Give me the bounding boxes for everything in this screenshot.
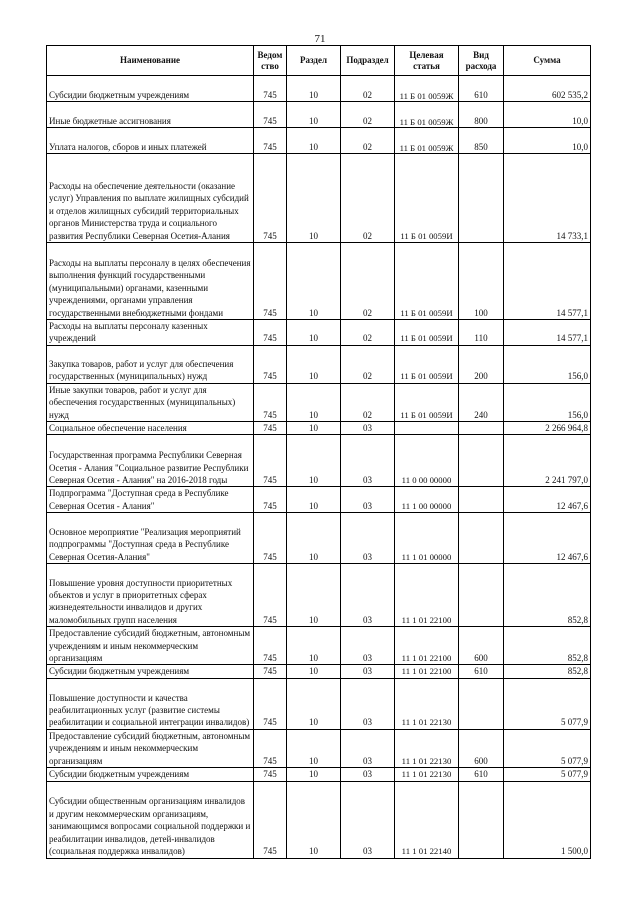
row-subsection: 03 [341,513,395,564]
row-subsection: 02 [341,345,395,383]
row-subsection: 03 [341,564,395,627]
row-dept: 745 [254,422,287,435]
row-section: 10 [287,76,341,102]
row-target: 11 0 00 00000 [395,435,459,487]
row-dept: 745 [254,665,287,678]
row-type: 600 [459,627,504,665]
row-type: 100 [459,243,504,320]
row-target: 11 1 01 00000 [395,513,459,564]
row-sum: 5 077,9 [504,678,591,729]
row-sum: 10,0 [504,102,591,128]
table-row [47,154,591,243]
row-type: 610 [459,76,504,102]
header-row [47,46,591,76]
page-number: 71 [314,33,326,45]
table-row [47,243,591,320]
row-name: Подпрограмма "Доступная среда в Республике Северная Осетия - Алания" [47,487,254,513]
row-target: 11 Б 01 0059И [395,383,459,421]
row-name: Субсидии бюджетным учреждениям [47,768,254,781]
row-type [459,781,504,858]
row-dept: 745 [254,513,287,564]
row-subsection: 03 [341,768,395,781]
row-sum: 14 577,1 [504,243,591,320]
row-name: Повышение уровня доступности приоритетных объектов и услуг в приоритетных сферах жизнедеятельности инвалидов и других маломобильных групп населения [47,564,254,627]
row-section: 10 [287,678,341,729]
row-type [459,564,504,627]
row-dept: 745 [254,564,287,627]
row-type: 200 [459,345,504,383]
row-subsection: 02 [341,320,395,346]
row-target: 11 1 01 22100 [395,665,459,678]
row-target: 11 Б 01 0059И [395,243,459,320]
row-dept: 745 [254,768,287,781]
table-row [47,665,591,678]
row-section: 10 [287,768,341,781]
row-section: 10 [287,154,341,243]
row-name: Расходы на выплаты персоналу в целях обеспечения выполнения функций государственными (муниципальными) органами, казенными учреждениями, органами управления государственными внебюджетными фондами [47,243,254,320]
row-section: 10 [287,243,341,320]
row-name: Расходы на обеспечение деятельности (оказание услуг) Управления по выплате жилищных субсидий и отделов жилищных субсидий территориальных органов Министерства труда и социального развития Республики Северная Осетия-Алания [47,154,254,243]
row-target: 11 1 01 22130 [395,678,459,729]
row-section: 10 [287,320,341,346]
row-dept: 745 [254,487,287,513]
table-row [47,564,591,627]
table-row [47,781,591,858]
row-name: Государственная программа Республики Северная Осетия - Алания "Социальное развитие Республики Северная Осетия - Алания" на 2016-2018 годы [47,435,254,487]
row-type: 240 [459,383,504,421]
row-type [459,513,504,564]
row-section: 10 [287,383,341,421]
row-section: 10 [287,487,341,513]
row-target: 11 Б 01 0059И [395,320,459,346]
row-sum: 2 241 797,0 [504,435,591,487]
table-row [47,320,591,346]
row-target: 11 Б 01 0059Ж [395,76,459,102]
row-name: Основное мероприятие "Реализация мероприятий подпрограммы "Доступная среда в Республике Северная Осетия-Алания" [47,513,254,564]
row-subsection: 03 [341,627,395,665]
row-dept: 745 [254,102,287,128]
row-dept: 745 [254,781,287,858]
table-row [47,627,591,665]
row-sum: 602 535,2 [504,76,591,102]
row-name: Предоставление субсидий бюджетным, автономным учреждениям и иным некоммерческим организациям [47,627,254,665]
row-dept: 745 [254,154,287,243]
row-target: 11 1 01 22130 [395,729,459,767]
row-dept: 745 [254,76,287,102]
row-dept: 745 [254,128,287,154]
table-row [47,345,591,383]
table-row [47,678,591,729]
row-subsection: 03 [341,729,395,767]
header-name: Наименование [47,46,254,76]
row-subsection: 02 [341,128,395,154]
row-subsection: 02 [341,243,395,320]
row-sum: 852,8 [504,627,591,665]
row-type: 110 [459,320,504,346]
row-name: Иные закупки товаров, работ и услуг для обеспечения государственных (муниципальных) нужд [47,383,254,421]
row-target: 11 1 01 22130 [395,768,459,781]
row-target: 11 Б 01 0059И [395,345,459,383]
budget-table [46,45,591,859]
row-section: 10 [287,729,341,767]
table-row [47,102,591,128]
row-subsection: 02 [341,154,395,243]
row-subsection: 03 [341,422,395,435]
row-sum: 156,0 [504,383,591,421]
row-sum: 156,0 [504,345,591,383]
header-sum: Сумма [504,46,591,76]
row-target: 11 Б 01 0059И [395,154,459,243]
row-name: Субсидии бюджетным учреждениям [47,665,254,678]
row-subsection: 03 [341,678,395,729]
row-type: 610 [459,768,504,781]
row-dept: 745 [254,627,287,665]
row-dept: 745 [254,383,287,421]
table-row [47,729,591,767]
row-dept: 745 [254,678,287,729]
row-target [395,422,459,435]
table-row [47,422,591,435]
row-name: Иные бюджетные ассигнования [47,102,254,128]
table-row [47,128,591,154]
row-name: Закупка товаров, работ и услуг для обеспечения государственных (муниципальных) нужд [47,345,254,383]
row-sum: 12 467,6 [504,487,591,513]
row-target: 11 Б 01 0059Ж [395,128,459,154]
row-sum: 14 577,1 [504,320,591,346]
row-dept: 745 [254,320,287,346]
row-section: 10 [287,102,341,128]
row-section: 10 [287,128,341,154]
table-row [47,76,591,102]
row-type: 610 [459,665,504,678]
row-name: Субсидии бюджетным учреждениям [47,76,254,102]
header-target: Целевая статья [395,46,459,76]
row-type [459,435,504,487]
header-type: Вид расхода [459,46,504,76]
row-sum: 5 077,9 [504,768,591,781]
row-dept: 745 [254,729,287,767]
row-subsection: 03 [341,435,395,487]
row-subsection: 03 [341,665,395,678]
row-section: 10 [287,627,341,665]
header-dept: Ведом ство [254,46,287,76]
row-section: 10 [287,345,341,383]
row-name: Повышение доступности и качества реабилитационных услуг (развитие системы реабилитации и социальной интеграции инвалидов) [47,678,254,729]
row-sum: 852,8 [504,665,591,678]
row-type [459,678,504,729]
header-section: Раздел [287,46,341,76]
row-type: 600 [459,729,504,767]
row-type [459,154,504,243]
row-name: Уплата налогов, сборов и иных платежей [47,128,254,154]
row-section: 10 [287,422,341,435]
row-sum: 5 077,9 [504,729,591,767]
table-row [47,513,591,564]
row-type [459,422,504,435]
row-sum: 10,0 [504,128,591,154]
row-section: 10 [287,513,341,564]
row-sum: 2 266 964,8 [504,422,591,435]
row-name: Расходы на выплаты персоналу казенных учреждений [47,320,254,346]
table-row [47,487,591,513]
row-subsection: 02 [341,383,395,421]
row-target: 11 1 01 22140 [395,781,459,858]
row-type [459,487,504,513]
row-target: 11 1 01 22100 [395,627,459,665]
row-subsection: 02 [341,76,395,102]
row-section: 10 [287,781,341,858]
header-subsection: Подраздел [341,46,395,76]
row-dept: 745 [254,435,287,487]
row-section: 10 [287,564,341,627]
row-sum: 852,8 [504,564,591,627]
table-row [47,383,591,421]
row-sum: 1 500,0 [504,781,591,858]
row-subsection: 03 [341,781,395,858]
row-type: 850 [459,128,504,154]
row-target: 11 Б 01 0059Ж [395,102,459,128]
row-dept: 745 [254,243,287,320]
row-name: Социальное обеспечение населения [47,422,254,435]
row-section: 10 [287,435,341,487]
row-sum: 12 467,6 [504,513,591,564]
row-name: Предоставление субсидий бюджетным, автономным учреждениям и иным некоммерческим организациям [47,729,254,767]
row-name: Субсидии общественным организациям инвалидов и другим некоммерческим организациям, занимающимся вопросами социальной поддержки и реабилитации инвалидов, детей-инвалидов (социальная поддержка инвалидов) [47,781,254,858]
row-subsection: 02 [341,102,395,128]
table-row [47,768,591,781]
row-dept: 745 [254,345,287,383]
row-subsection: 03 [341,487,395,513]
row-target: 11 1 01 22100 [395,564,459,627]
row-sum: 14 733,1 [504,154,591,243]
row-type: 800 [459,102,504,128]
table-row [47,435,591,487]
row-target: 11 1 00 00000 [395,487,459,513]
row-section: 10 [287,665,341,678]
